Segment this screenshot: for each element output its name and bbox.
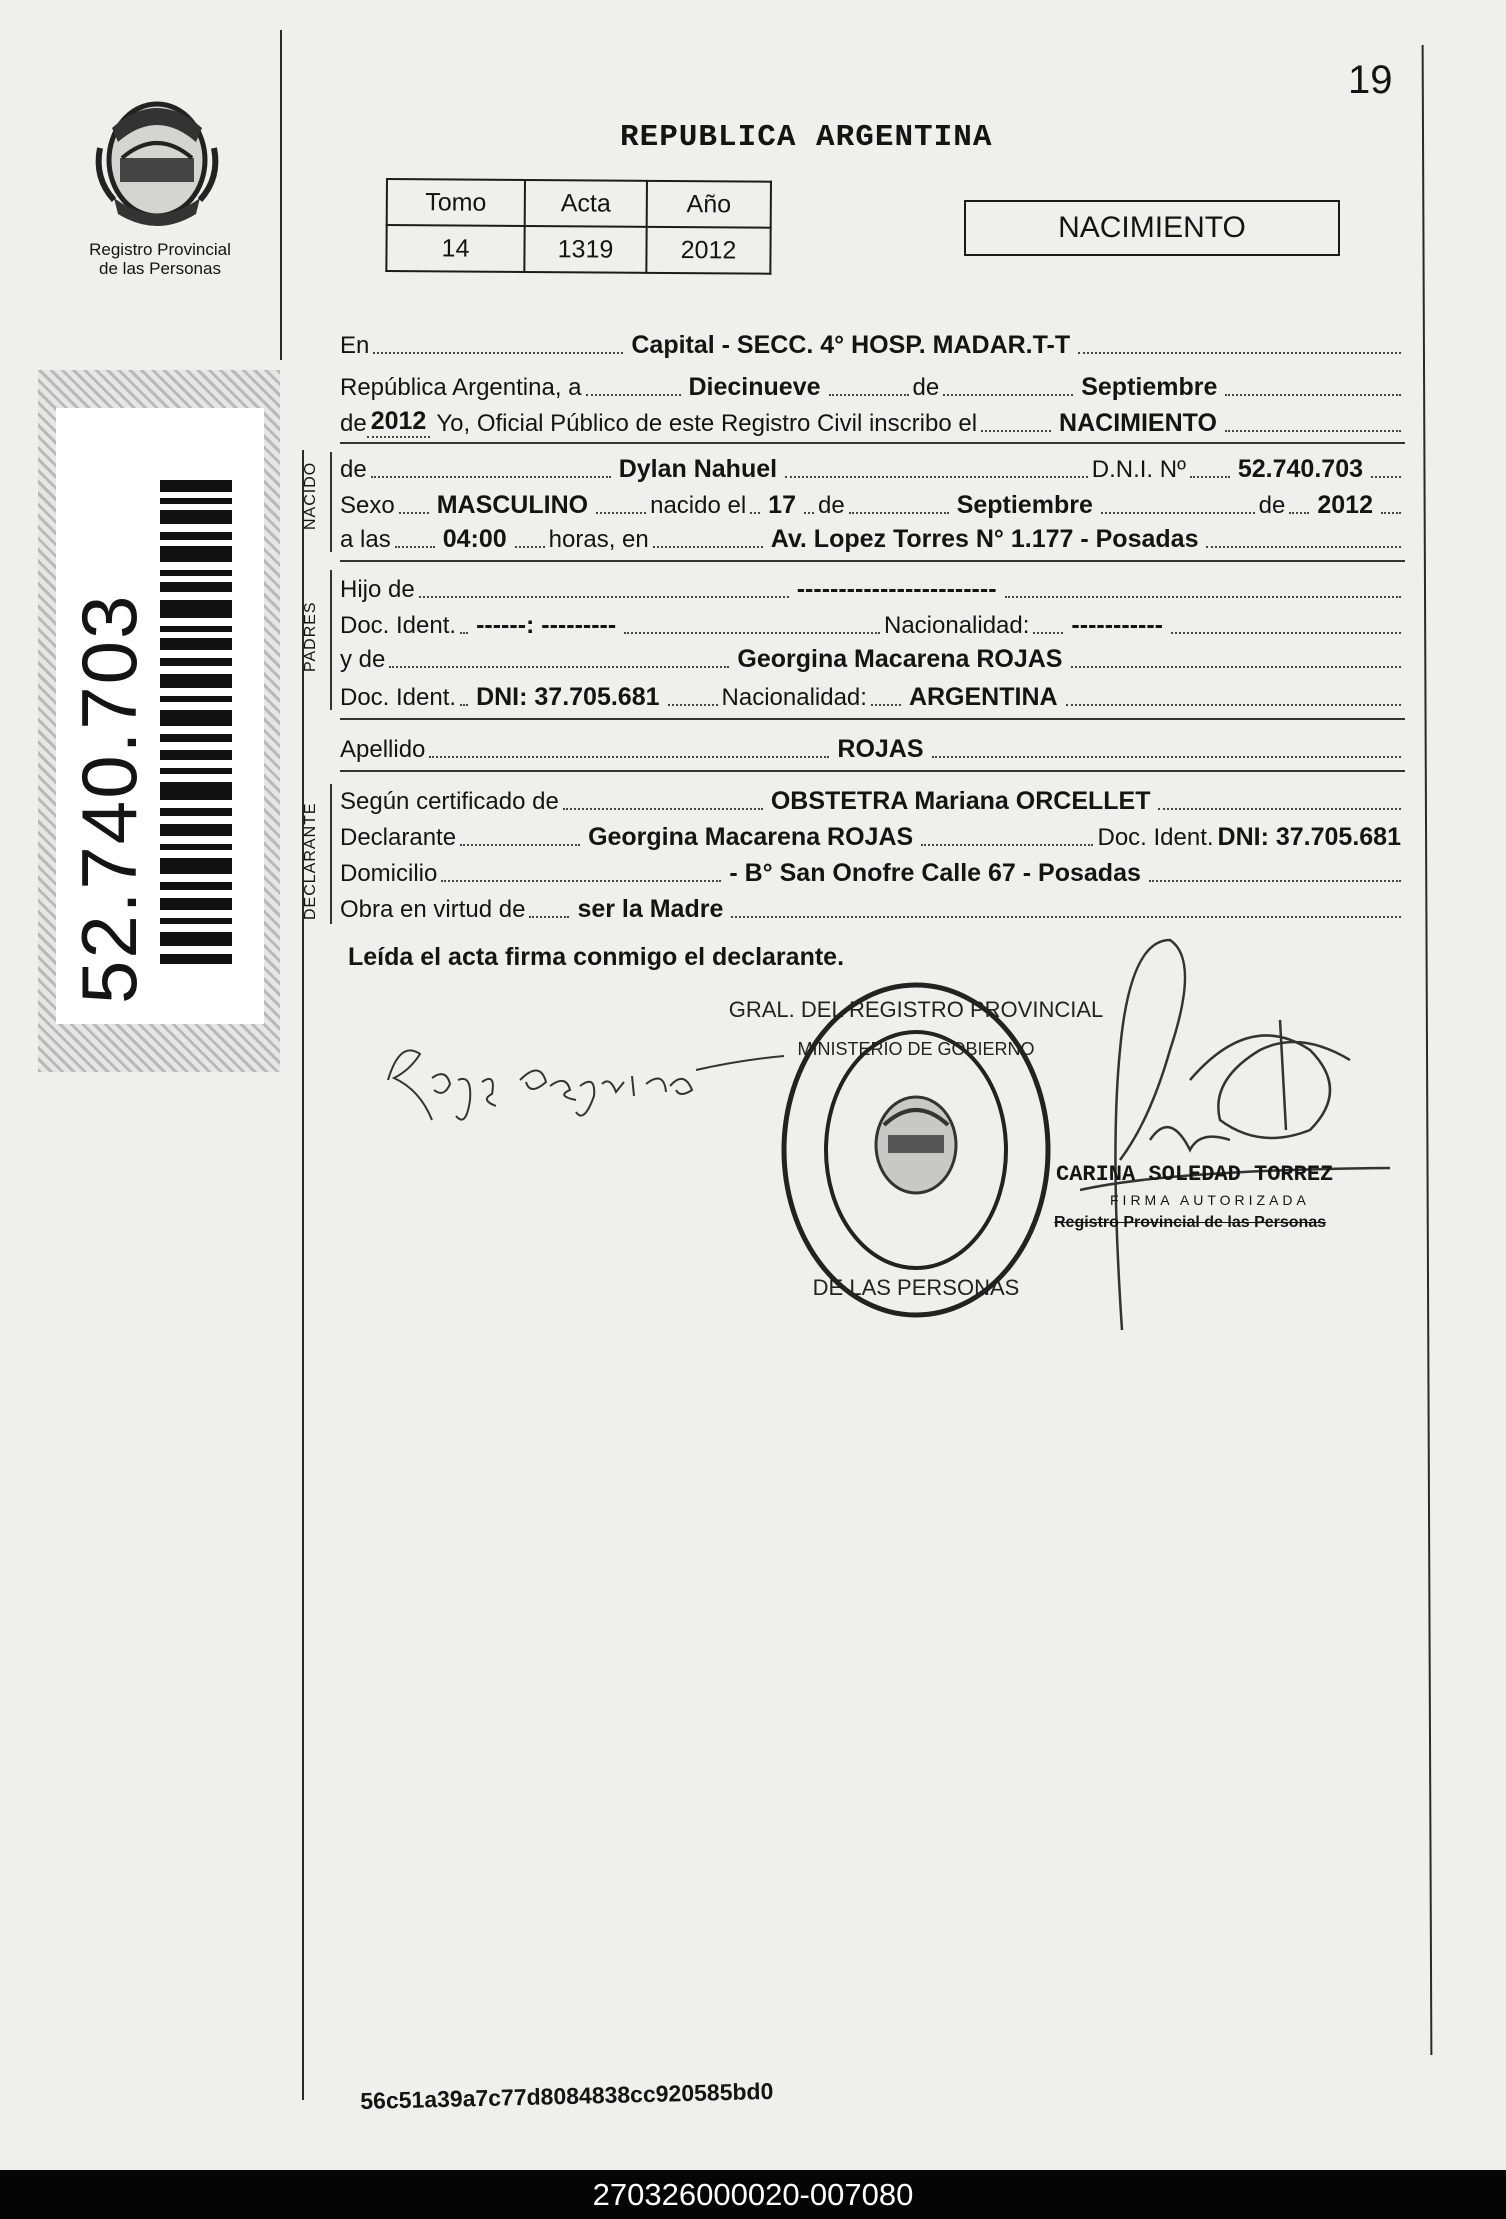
officer-name: CARINA SOLEDAD TORREZ (1056, 1162, 1334, 1187)
row-doc1 (340, 606, 1405, 640)
misiones-seal-icon (92, 88, 222, 238)
doc2-value: DNI: 37.705.681 (476, 683, 660, 711)
tomo-header: Tomo (387, 179, 525, 226)
nac2-label: Nacionalidad: (721, 684, 867, 711)
row-obra (340, 890, 1405, 924)
row-hora (340, 520, 1405, 554)
nacido-de-label: de (817, 492, 845, 519)
row-domicilio (340, 854, 1405, 888)
anio-value: 2012 (646, 227, 770, 274)
en-label: En (340, 332, 370, 359)
nacido-de2-label: de (1258, 492, 1286, 519)
apellido-label: Apellido (340, 736, 426, 763)
right-margin-rule (1422, 45, 1433, 2055)
registry-line-2: de las Personas (99, 259, 221, 278)
dom-value: - B° San Onofre Calle 67 - Posadas (729, 859, 1141, 887)
alas-label: a las (340, 526, 391, 553)
lugar-value: Av. Lopez Torres N° 1.177 - Posadas (770, 525, 1199, 553)
row-apellido (340, 730, 1405, 764)
inscribe-value: NACIMIENTO (1059, 409, 1217, 437)
left-margin-line (280, 30, 282, 360)
mes-value: Septiembre (956, 491, 1093, 519)
document-title: REPUBLICA ARGENTINA (620, 120, 993, 155)
sexo-value: MASCULINO (436, 491, 589, 519)
de-label: de (912, 374, 940, 401)
closing-statement: Leída el acta firma conmigo el declarante. (348, 943, 845, 971)
row-oficial (340, 404, 1405, 438)
republica-label: República Argentina, a (340, 374, 582, 401)
svg-text:MINISTERIO DE GOBIERNO: MINISTERIO DE GOBIERNO (797, 1039, 1035, 1059)
doc1-label: Doc. Ident. (340, 612, 457, 639)
dom-label: Domicilio (340, 860, 438, 887)
decl-label: Declarante (340, 824, 457, 851)
nacido-el-label: nacido el (650, 492, 747, 519)
dni-label: D.N.I. Nº (1091, 456, 1186, 483)
row-hijo (340, 570, 1405, 604)
oficial-text: Yo, Oficial Público de este Registro Civil inscribo el (436, 410, 978, 437)
officer-office: Registro Provincial de las Personas (1054, 1214, 1327, 1231)
sexo-label: Sexo (340, 492, 395, 519)
dia-value: 17 (768, 491, 796, 519)
doc1-value: ------: --------- (476, 611, 617, 639)
docid-value: DNI: 37.705.681 (1217, 823, 1401, 851)
row-doc2 (340, 678, 1405, 712)
hora-value: 04:00 (442, 525, 507, 553)
hijo-value: ------------------------ (796, 575, 997, 603)
en-value: Capital - SECC. 4° HOSP. MADAR.T-T (631, 331, 1071, 359)
officer-title: FIRMA AUTORIZADA (1110, 1192, 1310, 1208)
row-republica (340, 368, 1405, 402)
row-sexo (340, 486, 1405, 520)
rule-1 (340, 442, 1405, 444)
document-hash: 56c51a39a7c77d8084838cc920585bd0 (360, 2077, 774, 2114)
declarant-signature (380, 1020, 790, 1130)
dni-value: 52.740.703 (1237, 455, 1363, 483)
registry-line-1: Registro Provincial (89, 240, 231, 259)
acta-value: 1319 (524, 226, 646, 273)
padres-brace (330, 570, 332, 710)
de2-label: de (340, 410, 367, 437)
officer-signature (1050, 930, 1410, 1340)
barcode-bars (160, 480, 232, 970)
cert-label: Según certificado de (340, 788, 559, 815)
decl-value: Georgina Macarena ROJAS (588, 823, 914, 851)
name-value: Dylan Nahuel (618, 455, 778, 483)
nombre-de-label: de (340, 456, 367, 483)
anio-value: 2012 (1317, 491, 1373, 519)
declarante-label: DECLARANTE (302, 802, 319, 920)
anio-header: Año (647, 181, 771, 228)
rule-4 (340, 770, 1405, 772)
official-seal (728, 975, 1104, 1325)
tomo-value: 14 (386, 225, 524, 272)
nac1-label: Nacionalidad: (883, 612, 1030, 639)
svg-text:DE LAS PERSONAS: DE LAS PERSONAS (812, 1275, 1020, 1300)
record-type-box: NACIMIENTO (964, 200, 1340, 256)
page-number: 19 (1348, 58, 1393, 102)
doc2-label: Doc. Ident. (340, 684, 457, 711)
year-value: 2012 (367, 407, 431, 438)
barcode-number: 52.740.703 (65, 593, 153, 1004)
rule-3 (340, 718, 1405, 720)
nac2-value: ARGENTINA (908, 683, 1058, 711)
madre-value: Georgina Macarena ROJAS (737, 645, 1063, 673)
obra-value: ser la Madre (577, 895, 724, 923)
hijo-label: Hijo de (340, 576, 415, 603)
yde-label: y de (340, 646, 386, 673)
acta-header: Acta (525, 180, 647, 227)
nacido-label: NACIDO (302, 461, 319, 530)
nacido-brace (330, 452, 332, 552)
row-madre (340, 640, 1405, 674)
svg-text:GRAL. DEL REGISTRO PROVINCIAL: GRAL. DEL REGISTRO PROVINCIAL (728, 997, 1104, 1022)
obra-label: Obra en virtud de (340, 896, 526, 923)
declarante-brace (330, 784, 332, 924)
apellido-value: ROJAS (837, 735, 924, 763)
registry-label (80, 240, 240, 278)
month-value: Septiembre (1081, 373, 1218, 401)
row-nombre (340, 450, 1405, 484)
padres-label: PADRES (302, 601, 319, 672)
docid-label: Doc. Ident. (1097, 824, 1214, 851)
cert-value: OBSTETRA Mariana ORCELLET (770, 787, 1151, 815)
content-left-rule (302, 450, 304, 2100)
row-en (340, 326, 1405, 360)
nac1-value: ----------- (1071, 611, 1163, 639)
row-declarante (340, 818, 1405, 852)
rule-2 (340, 560, 1405, 562)
day-value: Diecinueve (688, 373, 821, 401)
horas-label: horas, en (548, 526, 649, 553)
footer-code: 270326000020-007080 (0, 2170, 1506, 2219)
record-table (385, 178, 772, 275)
row-certificado (340, 782, 1405, 816)
